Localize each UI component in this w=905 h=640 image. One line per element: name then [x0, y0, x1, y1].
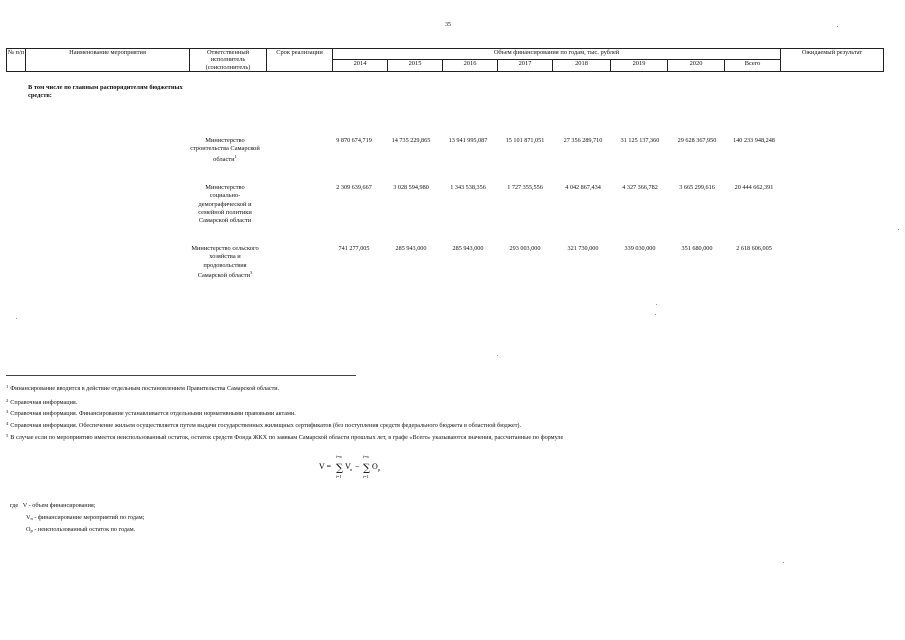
sum-lower: i=1	[336, 474, 342, 479]
legend-vn-sub: n	[30, 516, 33, 521]
value-2018: 27 356 289,710	[563, 137, 603, 144]
footnote-1	[6, 384, 279, 392]
legend-op-def: - неиспользованный остаток по годам.	[32, 526, 136, 533]
footnote-divider	[6, 375, 356, 376]
value-2015: 3 028 594,980	[393, 184, 429, 191]
footnote-mark: 5	[6, 433, 9, 438]
scan-speck	[783, 562, 784, 563]
header-year-2016: 2016	[443, 59, 498, 71]
funding-table	[6, 48, 884, 72]
legend-vn-symbol: V	[26, 514, 31, 521]
value-2017: 15 101 871,051	[505, 137, 545, 144]
sigma-icon: ∑	[336, 463, 344, 474]
header-result: Ожидаемый результат	[781, 49, 884, 72]
sum-upper: i=n	[336, 454, 342, 459]
scan-speck	[837, 26, 838, 27]
value-2019: 4 327 366,782	[622, 184, 658, 191]
footnote-mark: 2	[6, 398, 9, 403]
value-2020: 29 628 367,950	[677, 137, 717, 144]
footnote-mark: 1	[234, 153, 237, 159]
legend-op	[26, 526, 135, 533]
footnote-text: Финансирование вводится в действие отдельным постановлением Правительства Самарской области.	[10, 385, 280, 392]
value-total: 2 618 606,005	[736, 245, 772, 252]
header-name: Наименование мероприятия	[26, 49, 190, 72]
header-responsible: Ответственный исполнитель (соисполнитель)	[190, 49, 267, 72]
scan-speck	[656, 304, 657, 305]
footnote-mark: 4	[6, 421, 9, 426]
ministry-name: Министерство сельского хозяйства и продовольствия Самарской области	[191, 245, 259, 280]
term-v-sub: n	[350, 467, 353, 472]
values-row-agriculture	[326, 245, 784, 254]
term-o: O	[372, 462, 378, 471]
group-title: В том числе по главным распорядителям бюджетных средств:	[28, 84, 183, 99]
header-year-2017: 2017	[498, 59, 553, 71]
value-2015: 14 735 229,865	[391, 137, 431, 144]
formula	[318, 452, 398, 480]
value-2016: 285 943,000	[452, 245, 484, 252]
value-2018: 4 042 867,434	[565, 184, 601, 191]
footnote-text: В случае если по мероприятию имеется неиспользованный остаток, остаток средств Фонда ЖКХ по заявкам Самарской области прошлых лет, в графе «Всего» указываются значения, рассчитанные по формуле	[10, 434, 564, 441]
footnote-mark: 3	[250, 269, 253, 275]
legend-v	[10, 502, 95, 509]
minus-sign: −	[355, 462, 360, 471]
legend-vn-def: - финансирование мероприятий по годам;	[32, 514, 145, 521]
header-year-2014: 2014	[333, 59, 388, 71]
values-row-construction	[326, 137, 784, 146]
header-term: Срок реализации	[267, 49, 333, 72]
value-2014: 741 277,005	[338, 245, 370, 252]
footnote-4	[6, 421, 521, 429]
value-2015: 285 943,000	[395, 245, 427, 252]
sigma-icon: ∑	[363, 463, 371, 474]
legend-v-def: V - объем финансирования;	[22, 502, 96, 509]
header-funding: Объем финансирования по годам, тыс. рублей	[333, 49, 781, 60]
footnote-3	[6, 409, 296, 417]
header-num: № п/п	[7, 49, 26, 72]
legend-op-sub: p	[30, 528, 33, 533]
scan-speck	[655, 314, 656, 315]
value-2014: 2 309 639,667	[336, 184, 372, 191]
value-2020: 351 680,000	[681, 245, 713, 252]
header-year-2020: 2020	[668, 59, 725, 71]
ministry-name: Министерство социально-демографической и семейной политики Самарской области	[198, 184, 252, 225]
value-2016: 13 941 995,087	[448, 137, 488, 144]
header-total: Всего	[725, 59, 781, 71]
page-number: 35	[445, 22, 451, 28]
header-year-2018: 2018	[553, 59, 611, 71]
header-year-2019: 2019	[611, 59, 668, 71]
value-2014: 9 870 674,719	[336, 137, 372, 144]
scan-speck	[898, 229, 899, 230]
ministry-agriculture	[190, 245, 260, 280]
value-2019: 31 125 137,360	[620, 137, 660, 144]
footnote-mark: 1	[6, 384, 9, 389]
ministry-construction	[190, 137, 260, 164]
value-2017: 1 727 355,556	[507, 184, 543, 191]
footnote-text: Справочная информация. Обеспечение жильем осуществляется путем выдачи государственных жилищных сертификатов (без поступления средств федерального бюджета в областной бюджет).	[10, 422, 522, 429]
value-2020: 3 665 299,616	[679, 184, 715, 191]
footnote-text: Справочная информация. Финансирование устанавливается отдельными нормативными правовыми актами.	[10, 410, 296, 417]
footnote-5	[6, 433, 563, 441]
legend-op-symbol: O	[26, 526, 31, 533]
footnote-text: Справочная информация.	[10, 399, 78, 406]
footnote-mark: 3	[6, 409, 9, 414]
sum-upper: i=n	[363, 454, 369, 459]
term-v: V	[345, 462, 351, 471]
scan-speck	[497, 355, 498, 356]
value-total: 20 444 662,391	[734, 184, 774, 191]
value-total: 140 233 948,248	[733, 137, 775, 144]
sum-lower: i=1	[363, 474, 369, 479]
value-2019: 339 030,000	[624, 245, 656, 252]
footnote-2	[6, 398, 77, 406]
value-2016: 1 343 538,356	[450, 184, 486, 191]
ministry-name: Министерство строительства Самарской области	[190, 137, 260, 163]
ministry-social-demographic	[190, 184, 260, 226]
formula-lhs: V =	[319, 462, 332, 471]
header-year-2015: 2015	[388, 59, 443, 71]
values-row-social-demographic	[326, 184, 784, 193]
value-2017: 293 003,000	[509, 245, 541, 252]
legend-where: где	[10, 502, 19, 509]
scan-speck	[16, 318, 17, 319]
term-o-sub: p	[378, 467, 381, 472]
value-2018: 321 730,000	[567, 245, 599, 252]
legend-vn	[26, 514, 144, 521]
